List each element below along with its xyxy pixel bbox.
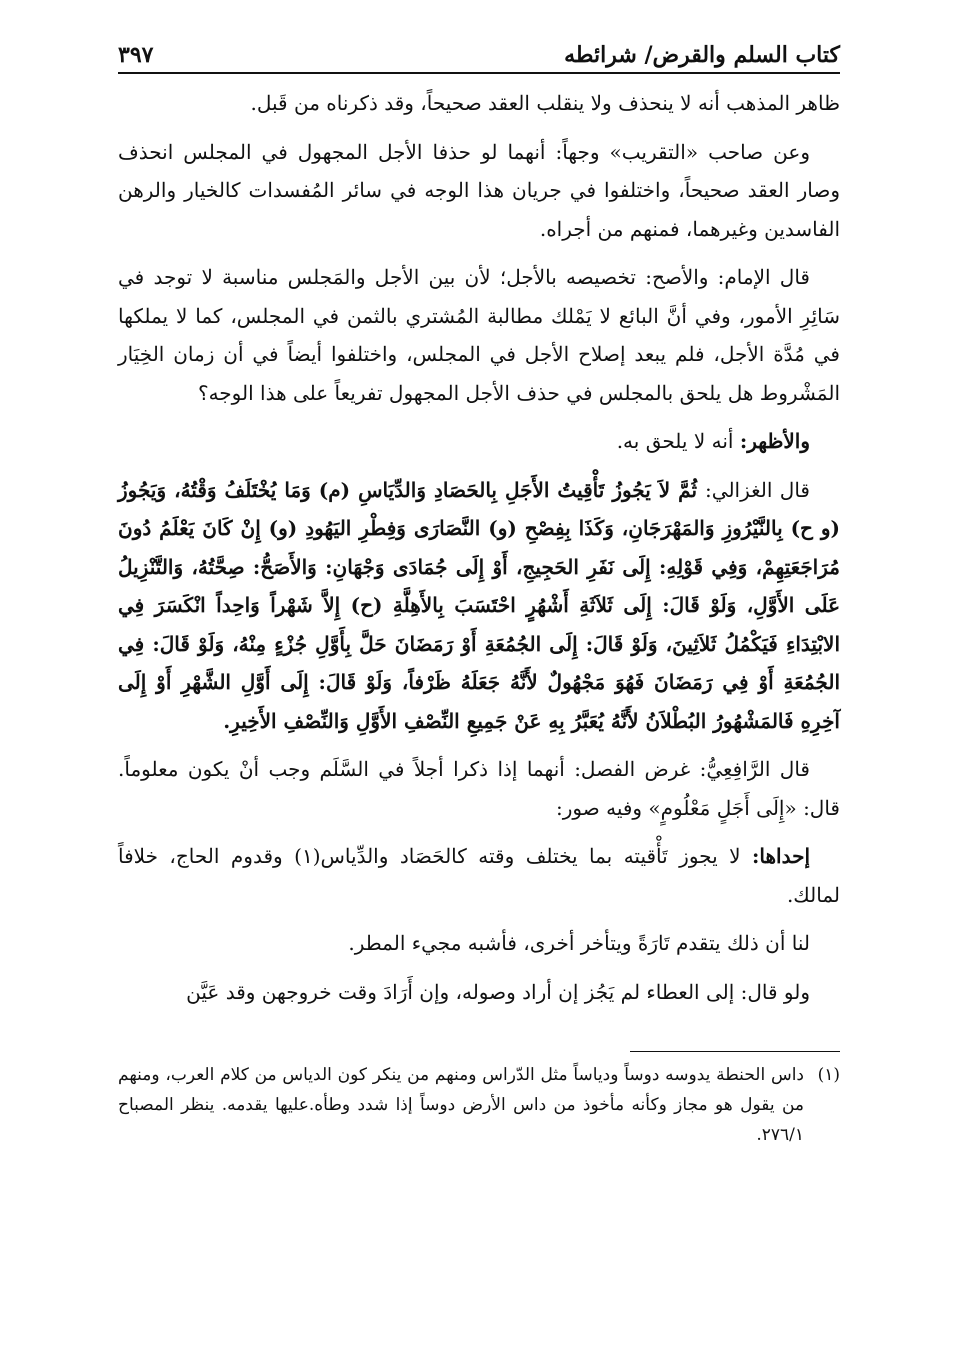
paragraph-text: لنا أن ذلك يتقدم تَارَةً ويتأخر أخرى، فأشبه مجيء المطر. <box>348 931 810 955</box>
paragraph <box>118 133 840 249</box>
paragraph <box>118 750 840 827</box>
footnote <box>118 1060 840 1150</box>
paragraph-text: أنه لا يلحق به. <box>616 429 740 453</box>
paragraph-lead: إحداها: <box>752 844 810 868</box>
paragraph-text: ظاهر المذهب أنه لا ينحذف ولا ينقلب العقد صحيحاً، وقد ذكرناه من قَبل. <box>250 91 840 115</box>
main-text <box>118 84 840 1011</box>
page <box>118 28 840 1150</box>
paragraph-text: وعن صاحب «التقريب» وجهاً: أنهما لو حذفا الأجل المجهول في المجلس انحذف وصار العقد صحيحاً، واختلفوا في جريان هذا الوجه في سائر المُفسدات كالخيار والرهن الفاسدين وغيرهما، فمنهم من أجراه. <box>118 139 840 241</box>
paragraph <box>118 837 840 914</box>
running-header <box>118 28 840 74</box>
paragraph <box>118 924 840 963</box>
paragraph-text: ثُمَّ لاَ يَجُوزُ تَأْقِيتُ الأَجَلِ بِالحَصَادِ وَالدِّيَاسِ (م) وَمَا يُخْتَلَفُ وَقْتُهُ، وَيَجُوزُ (و ح) بِالنَّيْرُوزِ وَالمَهْرَجَانِ، وَكَذَا بِفِصْحِ (و) النَّصَارَى وَفِطْرِ اليَهُودِ (و) إِنْ كَانَ يَعْلَمُ دُونَ مُرَاجَعَتِهِمْ، وَفِي قَوْلِهِ: إِلَى نَفَرِ الحَجِيجِ، أَوْ إِلَى جُمَادَى وَجْهَانِ: وَالأَصَحُّ: صِحَّتُهُ، وَالتَّنْزِيلُ عَلَى الأَوَّلِ، وَلَوْ قَالَ: إِلَى ثَلاَثَةِ أَشْهُرٍ احْتَسَبَ بِالأَهِلَّةِ (ح) إِلاَّ شَهْراً وَاحِداً انْكَسَرَ فِي الابْتِدَاءِ فَيَكْمُلُ ثَلاَثِينَ، وَلَوْ قَالَ: إِلَى الجُمُعَةِ أَوْ رَمَضَانَ حَلَّ بِأَوَّلِ جُزْءٍ مِنْهُ، وَلَوْ قَالَ: فِي الجُمُعَةِ أَوْ فِي رَمَضَانَ فَهُوَ مَجْهُولٌ لأَنَّهُ جَعَلَهُ ظَرْفاً، وَلَوْ قَالَ: إِلَى أَوَّلِ الشَّهْرِ أَوْ إِلَى آخِرِهِ فَالمَشْهُورُ البُطْلاَنُ لأَنَّهُ يُعَبَّرُ بِهِ عَنْ جَمِيعِ النِّصْفِ الأَوَّلِ وَالنِّصْفِ الأَخِيرِ. <box>118 477 840 733</box>
paragraph-lead: قال الغزالي: <box>705 477 810 502</box>
paragraph <box>118 973 840 1012</box>
page-number: ٣٩٧ <box>118 42 154 68</box>
paragraph-quoted-matn <box>118 471 840 741</box>
paragraph-lead: والأظهر: <box>739 429 810 453</box>
paragraph-text: قال الرَّافِعِيُّ: غرض الفصل: أنهما إذا ذكرا أجلاً في السَّلَم وجب أنْ يكون معلوماً. قال: «إِلَى أَجَلٍ مَعْلُومٍ» وفيه صور: <box>118 757 840 820</box>
paragraph <box>118 84 840 123</box>
paragraph-text: قال الإمام: والأصح: تخصيصه بالأجل؛ لأن بين الأجل والمَجلس مناسبة لا توجد في سَائِرِ الأمور، وفي أنَّ البائع لا يَمْلك مطالبة المُشتري بالثمن في المجلس، كما لا يملكها في مُدَّة الأجل، فلم يبعد إصلاح الأجل في المجلس، واختلفوا أيضاً في أن زمان الخِيَار المَشْروط هل يلحق بالمجلس في حذف الأجل المجهول تفريعاً على هذا الوجه؟ <box>118 265 840 405</box>
chapter-title: كتاب السلم والقرض/ شرائطه <box>564 42 840 68</box>
footnote-text: داس الحنطة يدوسه دوساً ودياساً مثل الدّراس ومنهم من ينكر كون الدياس من كلام العرب، ومنهم من يقول هو مجاز وكأنه مأخوذ من داس الأرض دوساً إذا شدد وطأه.عليها يقدمه. ينظر المصباح ٢٧٦/١. <box>118 1065 804 1145</box>
paragraph-text: لا يجوز تَأْقيته بما يختلف وقته كالحَصَاد والدِّياس(١) وقدوم الحاج، خلافاً لمالك. <box>118 844 840 907</box>
paragraph <box>118 422 840 461</box>
footnote-number: (١) <box>817 1065 840 1085</box>
footnote-divider <box>630 1051 840 1052</box>
paragraph-text: ولو قال: إلى العطاء لم يَجُز إن أراد وصوله، وإن أَرَادَ وقت خروجهن وقد عَيَّن <box>186 979 810 1004</box>
paragraph <box>118 258 840 412</box>
